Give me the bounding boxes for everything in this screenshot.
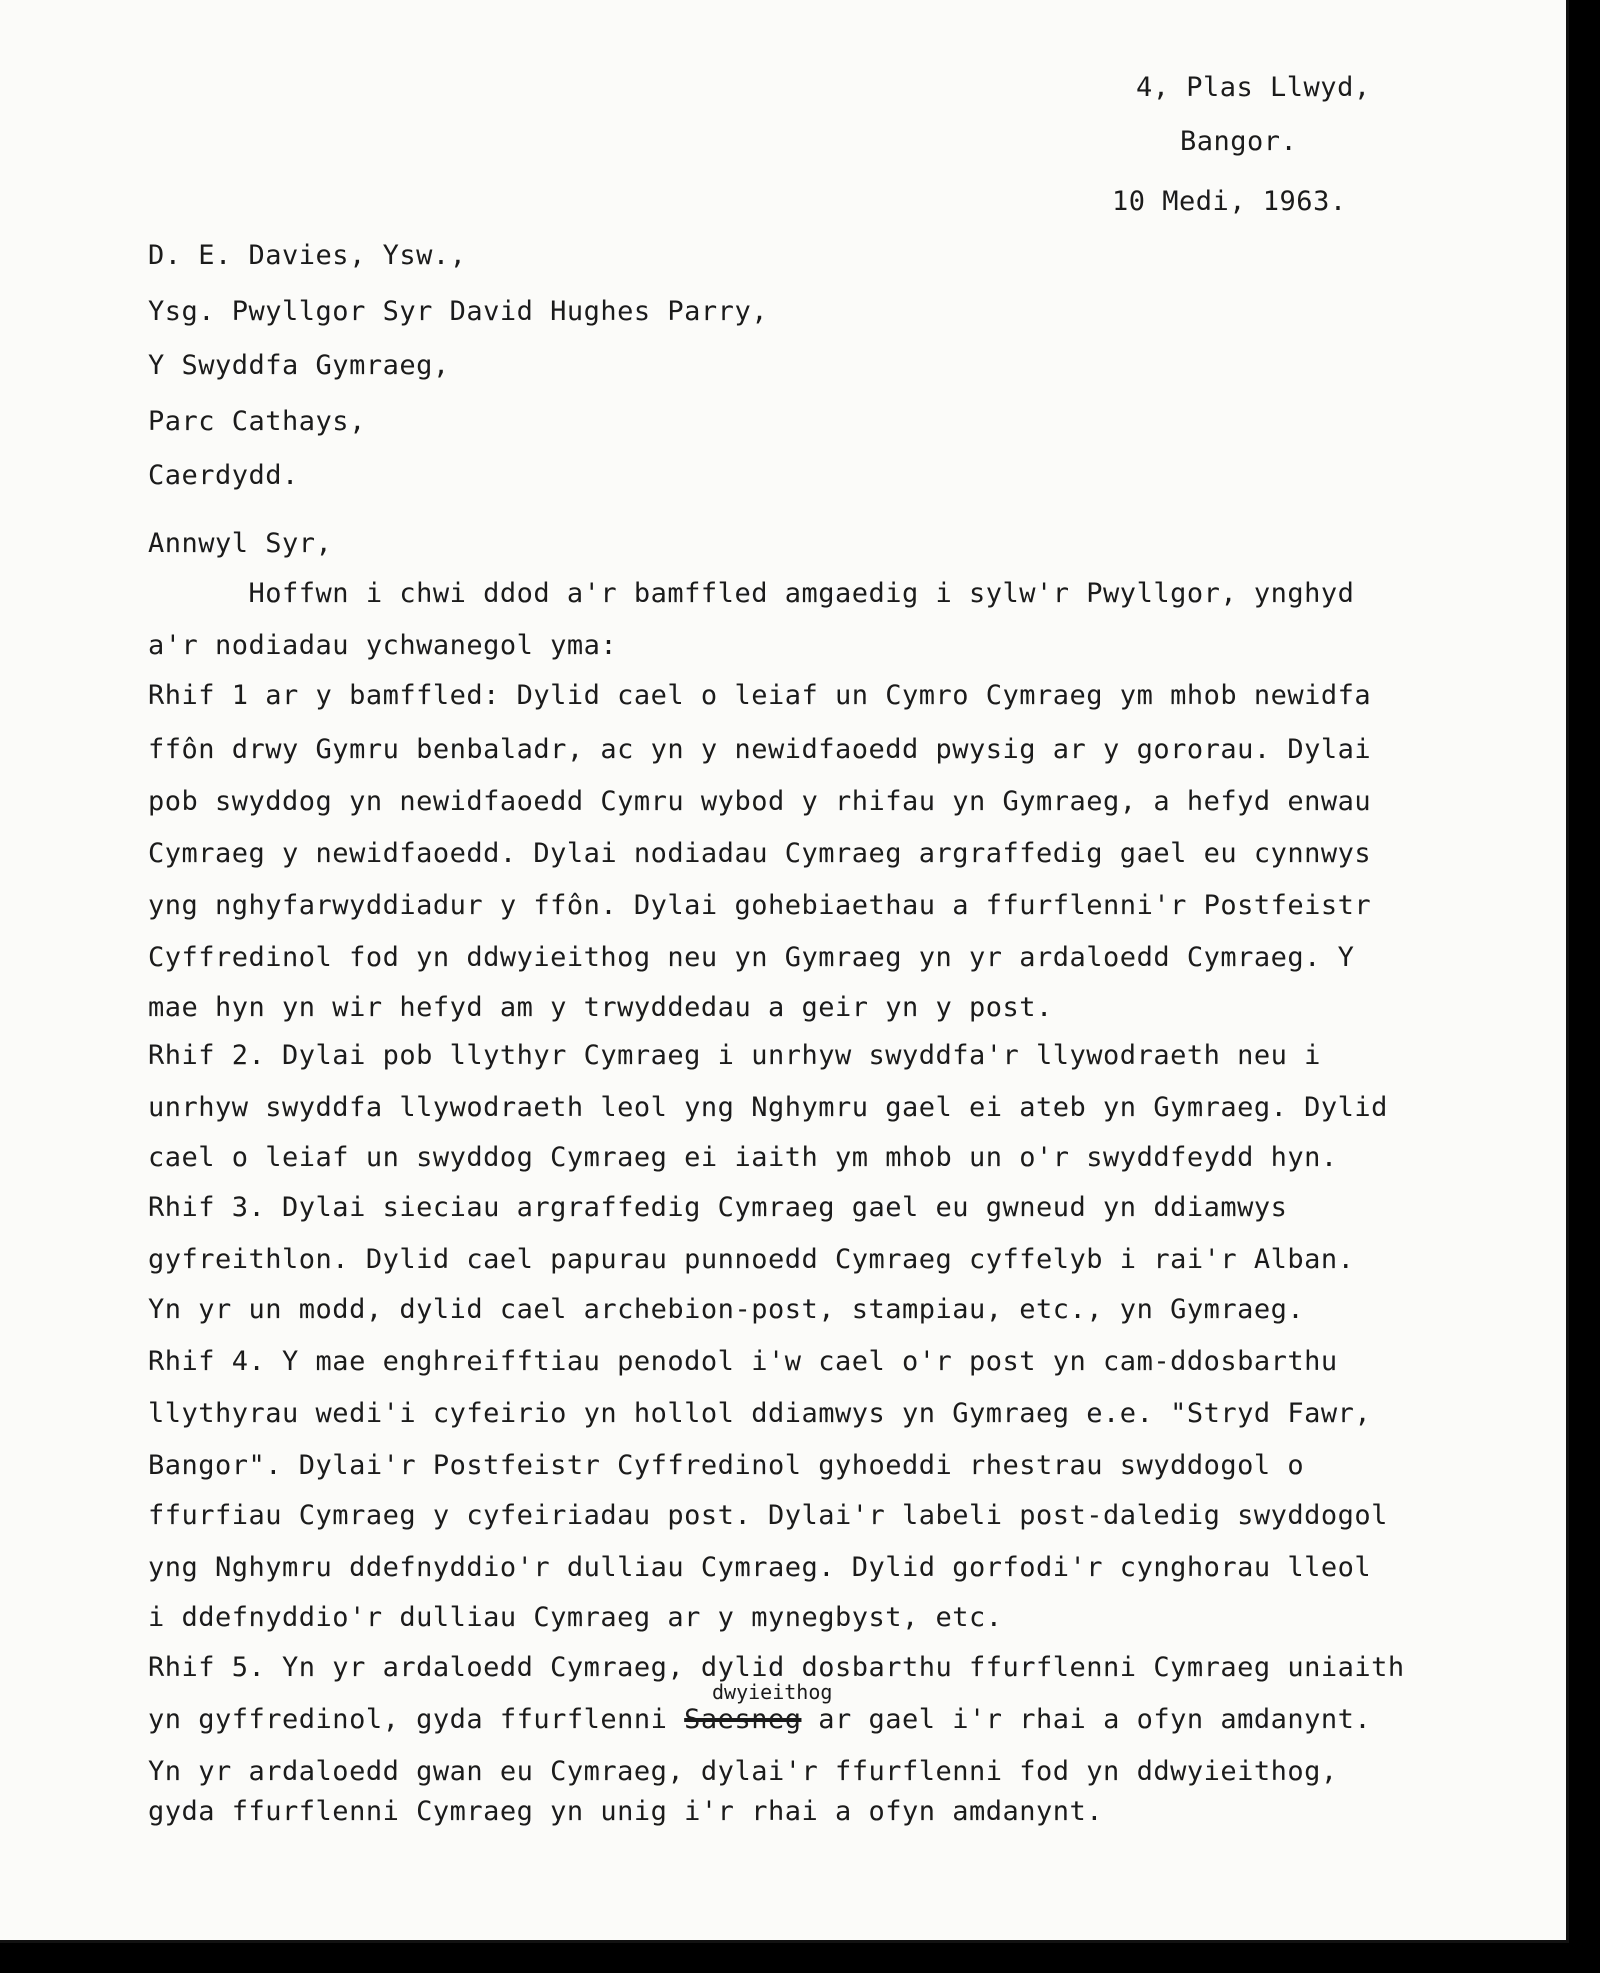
sender-address-line2: Bangor. [1180,126,1298,157]
body-line: Yn yr un modd, dylid cael archebion-post, stampiau, etc., yn Gymraeg. [148,1294,1305,1325]
body-line: llythyrau wedi'i cyfeirio yn hollol ddiamwys yn Gymraeg e.e. "Stryd Fawr, [148,1398,1372,1429]
body-line: Bangor". Dylai'r Postfeistr Cyffredinol gyhoeddi rhestrau swyddogol o [148,1450,1305,1481]
recipient-name: D. E. Davies, Ysw., [148,240,467,271]
body-line: ffurfiau Cymraeg y cyfeiriadau post. Dylai'r labeli post-daledig swyddogol [148,1500,1388,1531]
sender-address-line1: 4, Plas Llwyd, [1136,72,1371,103]
body-line: Rhif 4. Y mae enghreifftiau penodol i'w cael o'r post yn cam-ddosbarthu [148,1346,1338,1377]
body-line: Rhif 5. Yn yr ardaloedd Cymraeg, dylid dosbarthu ffurflenni Cymraeg uniaith [148,1652,1405,1683]
body-line: Cymraeg y newidfaoedd. Dylai nodiadau Cymraeg argraffedig gael eu cynnwys [148,838,1372,869]
line-text-before: yn gyffredinol, gyda ffurflenni [148,1704,685,1735]
body-line-with-correction [148,1704,1371,1735]
body-line: ffôn drwy Gymru benbaladr, ac yn y newidfaoedd pwysig ar y gororau. Dylai [148,734,1372,765]
body-line: cael o leiaf un swyddog Cymraeg ei iaith ym mhob un o'r swyddfeydd hyn. [148,1142,1338,1173]
body-line: Rhif 2. Dylai pob llythyr Cymraeg i unrhyw swyddfa'r llywodraeth neu i [148,1040,1321,1071]
body-line: Hoffwn i chwi ddod a'r bamffled amgaedig i sylw'r Pwyllgor, ynghyd [148,578,1355,609]
recipient-city: Caerdydd. [148,460,299,491]
letter-date: 10 Medi, 1963. [1112,186,1347,217]
body-line: i ddefnyddio'r dulliau Cymraeg ar y mynegbyst, etc. [148,1602,1003,1633]
body-line: Rhif 3. Dylai sieciau argraffedig Cymraeg gael eu gwneud yn ddiamwys [148,1192,1288,1223]
line-text-after: ar gael i'r rhai a ofyn amdanynt. [801,1704,1372,1735]
body-line: pob swyddog yn newidfaoedd Cymru wybod y rhifau yn Gymraeg, a hefyd enwau [148,786,1372,817]
body-line: Cyffredinol fod yn ddwyieithog neu yn Gymraeg yn yr ardaloedd Cymraeg. Y [148,942,1355,973]
salutation: Annwyl Syr, [148,528,333,559]
recipient-office: Y Swyddfa Gymraeg, [148,350,450,381]
struck-word: Saesneg [684,1704,802,1735]
body-line: Rhif 1 ar y bamffled: Dylid cael o leiaf un Cymro Cymraeg ym mhob newidfa [148,680,1372,711]
recipient-street: Parc Cathays, [148,406,366,437]
body-line: yng Nghymru ddefnyddio'r dulliau Cymraeg. Dylid gorfodi'r cynghorau lleol [148,1552,1372,1583]
body-line: mae hyn yn wir hefyd am y trwyddedau a geir yn y post. [148,992,1053,1023]
body-line: gyfreithlon. Dylid cael papurau punnoedd Cymraeg cyffelyb i rai'r Alban. [148,1244,1355,1275]
body-line: Yn yr ardaloedd gwan eu Cymraeg, dylai'r ffurflenni fod yn ddwyieithog, [148,1756,1338,1787]
insertion-text: dwyieithog [712,1680,833,1704]
body-line: unrhyw swyddfa llywodraeth leol yng Nghymru gael ei ateb yn Gymraeg. Dylid [148,1092,1388,1123]
body-line: yng nghyfarwyddiadur y ffôn. Dylai gohebiaethau a ffurflenni'r Postfeistr [148,890,1372,921]
body-line: gyda ffurflenni Cymraeg yn unig i'r rhai a ofyn amdanynt. [148,1796,1104,1827]
body-line: a'r nodiadau ychwanegol yma: [148,630,618,661]
recipient-title: Ysg. Pwyllgor Syr David Hughes Parry, [148,296,768,327]
